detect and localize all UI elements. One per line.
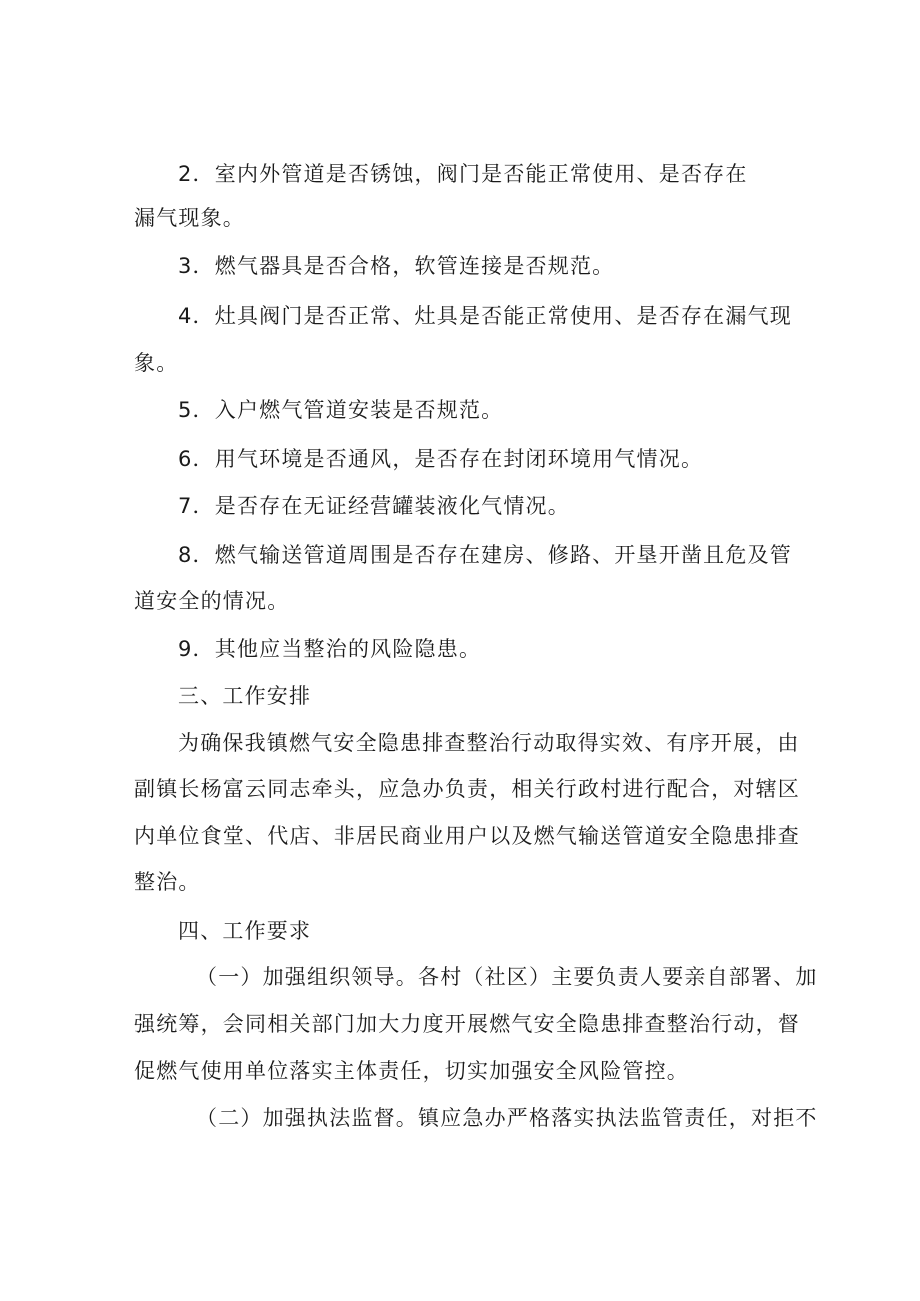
section-heading-4: 四、工作要求 <box>178 919 312 943</box>
item-8-line-2: 道安全的情况。 <box>134 589 290 613</box>
item-6: 6．用气环境是否通风，是否存在封闭环境用气情况。 <box>178 447 704 471</box>
req-1-line-1: （一）加强组织领导。各村（社区）主要负责人要亲自部署、加 <box>196 965 818 989</box>
item-5: 5．入户燃气管道安装是否规范。 <box>178 398 504 422</box>
section-3-para-line-2: 副镇长杨富云同志牵头，应急办负责，相关行政村进行配合，对辖区 <box>134 777 800 801</box>
section-3-para-line-3: 内单位食堂、代店、非居民商业用户以及燃气输送管道安全隐患排查 <box>134 824 800 848</box>
req-1-line-2: 强统筹，会同相关部门加大力度开展燃气安全隐患排查整治行动，督 <box>134 1012 800 1036</box>
item-7: 7．是否存在无证经营罐装液化气情况。 <box>178 494 570 518</box>
req-2-line-1: （二）加强执法监督。镇应急办严格落实执法监管责任，对拒不 <box>196 1106 818 1130</box>
item-3: 3．燃气器具是否合格，软管连接是否规范。 <box>178 254 615 278</box>
item-4-line-2: 象。 <box>134 351 179 375</box>
item-4-line-1: 4．灶具阀门是否正常、灶具是否能正常使用、是否存在漏气现 <box>178 304 792 328</box>
item-2-line-2: 漏气现象。 <box>134 206 245 230</box>
item-8-line-1: 8．燃气输送管道周围是否存在建房、修路、开垦开凿且危及管 <box>178 543 792 567</box>
item-2-line-1: 2．室内外管道是否锈蚀，阀门是否能正常使用、是否存在 <box>178 162 748 186</box>
section-3-para-line-4: 整治。 <box>134 870 201 894</box>
section-heading-3: 三、工作安排 <box>178 684 312 708</box>
item-9: 9．其他应当整治的风险隐患。 <box>178 637 482 661</box>
section-3-para-line-1: 为确保我镇燃气安全隐患排查整治行动取得实效、有序开展，由 <box>178 731 800 755</box>
req-1-line-3: 促燃气使用单位落实主体责任，切实加强安全风险管控。 <box>134 1059 689 1083</box>
